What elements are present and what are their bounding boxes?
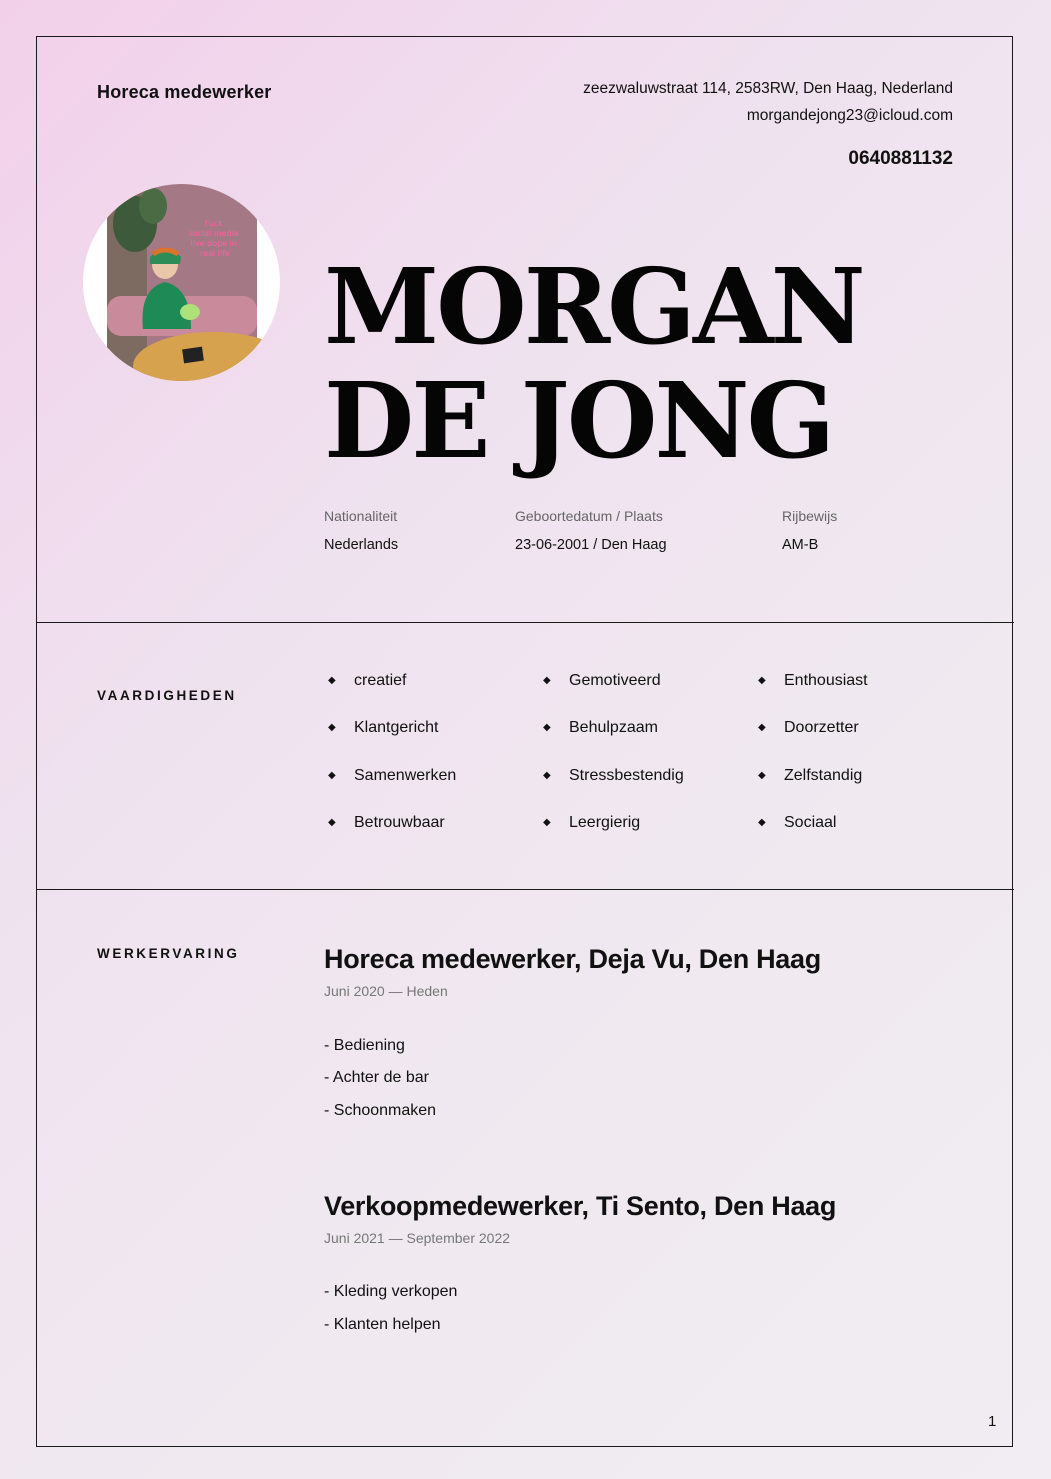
header-job-title: Horeca medewerker <box>97 82 272 102</box>
experience-heading: WERKERVARING <box>97 946 240 961</box>
diamond-bullet-icon: ◆ <box>328 722 336 733</box>
name-line-1: MORGAN <box>324 245 863 368</box>
job-task: - Schoonmaken <box>324 1102 437 1119</box>
diamond-bullet-icon: ◆ <box>758 817 766 828</box>
diamond-bullet-icon: ◆ <box>543 675 551 686</box>
page-number: 1 <box>988 1413 997 1430</box>
skill-label: Stressbestendig <box>569 767 684 784</box>
skill-item <box>328 719 439 737</box>
skill-label: Samenwerken <box>354 767 457 784</box>
skill-label: Zelfstandig <box>784 767 863 784</box>
skill-label: creatief <box>354 672 407 689</box>
skill-item <box>328 767 456 785</box>
skill-label: Doorzetter <box>784 719 859 736</box>
diamond-bullet-icon: ◆ <box>543 817 551 828</box>
skill-item <box>758 719 859 737</box>
photo-sign-text: Fuck social media live dope in real life <box>188 219 239 258</box>
detail-value-birth: 23-06-2001 / Den Haag <box>515 537 667 553</box>
skill-item <box>543 814 640 832</box>
skill-item <box>758 672 868 690</box>
skill-label: Gemotiveerd <box>569 672 661 689</box>
contact-address: zeezwaluwstraat 114, 2583RW, Den Haag, Nederland <box>583 80 953 97</box>
job-task: - Kleding verkopen <box>324 1283 458 1300</box>
job-task: - Achter de bar <box>324 1069 429 1086</box>
skill-label: Klantgericht <box>354 719 439 736</box>
diamond-bullet-icon: ◆ <box>543 722 551 733</box>
skill-label: Enthousiast <box>784 672 868 689</box>
diamond-bullet-icon: ◆ <box>758 675 766 686</box>
name-line-2: DE JONG <box>324 359 833 482</box>
skill-label: Behulpzaam <box>569 719 658 736</box>
full-name <box>324 245 863 482</box>
detail-value-license: AM-B <box>782 537 819 553</box>
diamond-bullet-icon: ◆ <box>328 770 336 781</box>
job-task: - Klanten helpen <box>324 1316 441 1333</box>
section-divider <box>36 889 1014 890</box>
diamond-bullet-icon: ◆ <box>543 770 551 781</box>
skill-label: Leergierig <box>569 814 641 831</box>
skill-item <box>758 814 836 832</box>
diamond-bullet-icon: ◆ <box>758 722 766 733</box>
detail-label-license: Rijbewijs <box>782 508 838 524</box>
skill-item <box>543 719 658 737</box>
skills-heading: VAARDIGHEDEN <box>97 688 237 703</box>
skill-label: Betrouwbaar <box>354 814 445 831</box>
skill-item <box>328 672 406 690</box>
job-title: Horeca medewerker, Deja Vu, Den Haag <box>324 944 821 974</box>
diamond-bullet-icon: ◆ <box>328 817 336 828</box>
contact-phone: 0640881132 <box>848 148 953 169</box>
contact-email: morgandejong23@icloud.com <box>746 107 953 124</box>
job-task: - Bediening <box>324 1037 405 1054</box>
skill-label: Sociaal <box>784 814 837 831</box>
job-dates: Juni 2021 — September 2022 <box>324 1230 511 1246</box>
job-dates: Juni 2020 — Heden <box>324 983 448 999</box>
job-title: Verkoopmedewerker, Ti Sento, Den Haag <box>324 1191 837 1221</box>
profile-photo-illustration <box>83 184 280 381</box>
profile-photo <box>83 184 280 381</box>
diamond-bullet-icon: ◆ <box>758 770 766 781</box>
detail-label-nationality: Nationaliteit <box>324 508 398 524</box>
detail-label-birth: Geboortedatum / Plaats <box>515 508 663 524</box>
section-divider <box>36 622 1014 623</box>
skill-item <box>328 814 445 832</box>
skill-item <box>758 767 862 785</box>
diamond-bullet-icon: ◆ <box>328 675 336 686</box>
skill-item <box>543 672 661 690</box>
detail-value-nationality: Nederlands <box>324 537 399 553</box>
skill-item <box>543 767 684 785</box>
